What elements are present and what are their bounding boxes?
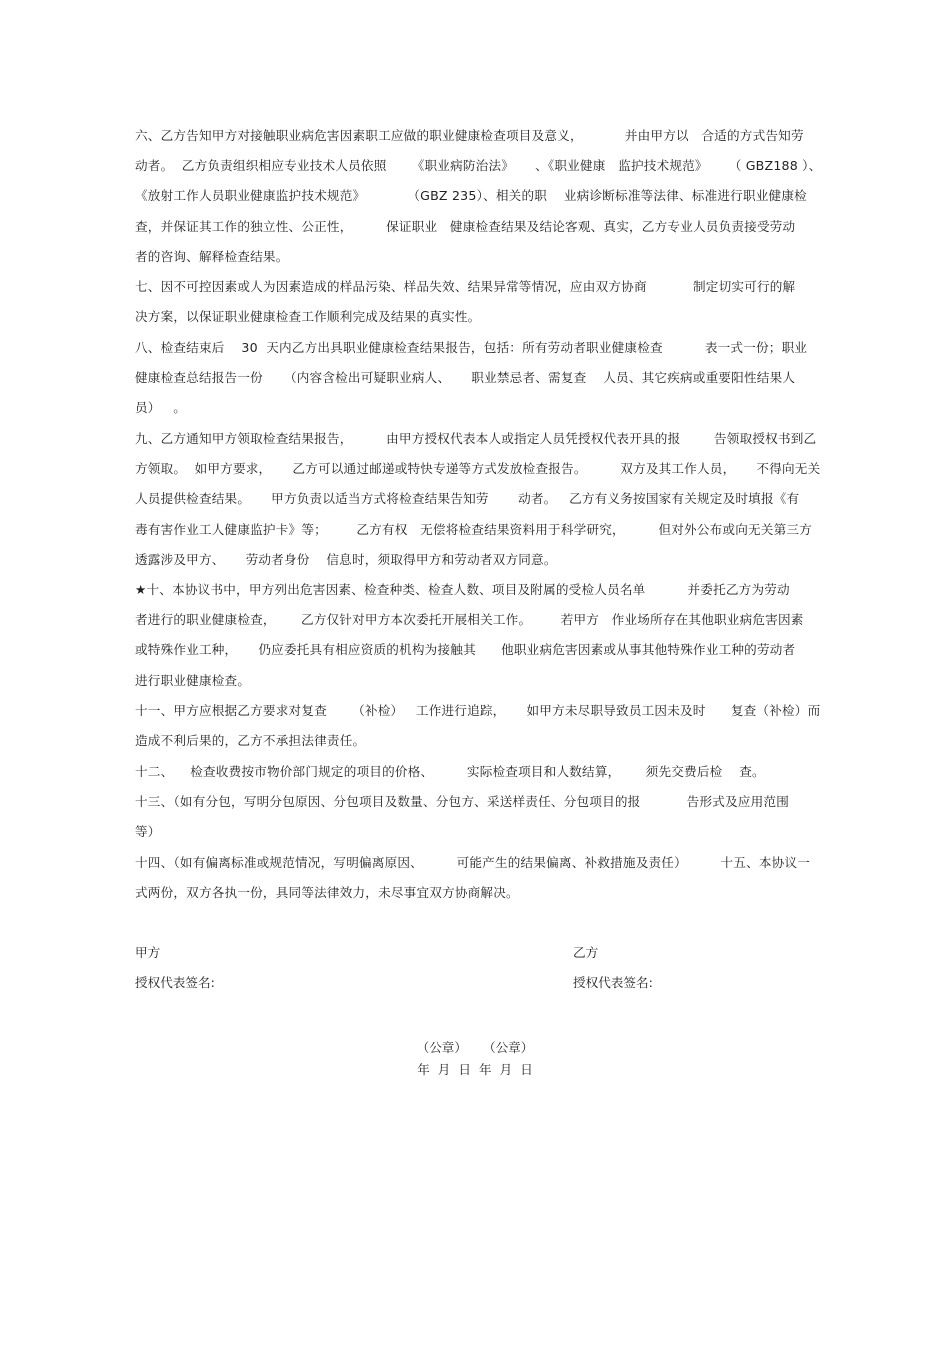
text-line: 八、检查结束后 30 天内乙方出具职业健康检查结果报告，包括：所有劳动者职业健康检查 表一式一份；职业 xyxy=(135,340,808,355)
text-line: 决方案，以保证职业健康检查工作顺利完成及结果的真实性。 xyxy=(135,309,481,325)
clause-6 xyxy=(135,121,822,272)
text-line: 等） xyxy=(135,824,161,840)
party-b-label: 乙方 xyxy=(573,945,599,960)
party-a-signature-label: 授权代表签名: xyxy=(135,975,215,990)
clause-13 xyxy=(135,787,815,847)
clause-12 xyxy=(135,757,815,787)
text-line: 七、因不可控因素或人为因素造成的样品污染、样品失效、结果异常等情况，应由双方协商 制定切实可行的解 xyxy=(135,279,796,294)
text-line: 《放射工作人员职业健康监护技术规范》 （GBZ 235）、相关的职 业病诊断标准等法律、标准进行职业健康检 xyxy=(135,188,807,204)
text-line: 十二、 检查收费按市物价部门规定的项目的价格、 实际检查项目和人数结算， 须先交费后检 查。 xyxy=(135,764,765,779)
text-line: 员） 。 xyxy=(135,400,186,416)
text-line: 十一、甲方应根据乙方要求对复查 （补检） 工作进行追踪， 如甲方未尽职导致员工因未及时 复查（补检）而 xyxy=(135,703,821,718)
text-line: 查，并保证其工作的独立性、公正性， 保证职业 健康检查结果及结论客观、真实，乙方专业人员负责接受劳动 xyxy=(135,218,796,234)
text-line: 九、乙方通知甲方领取检查结果报告， 由甲方授权代表本人或指定人员凭授权代表开具的报 告领取授权书到乙 xyxy=(135,431,817,446)
date-placeholders: 年 月 日 年 月 日 xyxy=(417,1062,533,1077)
text-line: 健康检查总结报告一份 （内容含检出可疑职业病人、 职业禁忌者、需复查 人员、其它疾病或重要阳性结果人 xyxy=(135,370,796,386)
text-line: 造成不利后果的，乙方不承担法律责任。 xyxy=(135,733,366,749)
clause-8 xyxy=(135,333,815,424)
text-line: 十三、（如有分包，写明分包原因、分包项目及数量、分包方、采送样责任、分包项目的报 告形式及应用范围 xyxy=(135,794,790,809)
text-line: 方领取。 如甲方要求， 乙方可以通过邮递或特快专递等方式发放检查报告。 双方及其工作人员， 不得向无关 xyxy=(135,461,821,477)
clause-14-15 xyxy=(135,848,815,908)
seal-placeholders: （公章） （公章） xyxy=(416,1040,534,1055)
clause-7 xyxy=(135,272,815,332)
clause-10 xyxy=(135,575,815,696)
text-line: 人员提供检查结果。 甲方负责以适当方式将检查结果告知劳 动者。 乙方有义务按国家有关规定及时填报《有 xyxy=(135,491,800,507)
party-a-label: 甲方 xyxy=(135,945,161,960)
clause-11 xyxy=(135,696,821,756)
text-line: 十四、（如有偏离标准或规范情况，写明偏离原因、 可能产生的结果偏离、补救措施及责任） 十五、本协议一 xyxy=(135,855,811,870)
text-line: 透露涉及甲方、 劳动者身份 信息时，须取得甲方和劳动者双方同意。 xyxy=(135,551,557,567)
party-b-signature-label: 授权代表签名: xyxy=(573,975,653,990)
clause-9 xyxy=(135,424,821,575)
text-line: 进行职业健康检查。 xyxy=(135,672,251,688)
text-line: 者进行的职业健康检查， 乙方仅针对甲方本次委托开展相关工作。 若甲方 作业场所存在其他职业病危害因素 xyxy=(135,612,804,628)
text-line: 或特殊作业工种， 仍应委托具有相应资质的机构为接触其 他职业病危害因素或从事其他特殊作业工种的劳动者 xyxy=(135,642,796,658)
text-line: 动者。 乙方负责组织相应专业技术人员依照 《职业病防治法》 、《职业健康 监护技术规范》 （ GBZ188 ）、 xyxy=(135,158,822,174)
text-line: 六、乙方告知甲方对接触职业病危害因素职工应做的职业健康检查项目及意义， 并由甲方以 合适的方式告知劳 xyxy=(135,128,804,143)
text-line: 式两份，双方各执一份，具同等法律效力，未尽事宜双方协商解决。 xyxy=(135,885,519,901)
text-line: ★十、本协议书中，甲方列出危害因素、检查种类、检查人数、项目及附属的受检人员名单 并委托乙方为劳动 xyxy=(135,582,790,597)
text-line: 毒有害作业工人健康监护卡》等； 乙方有权 无偿将检查结果资料用于科学研究， 但对外公布或向无关第三方 xyxy=(135,521,812,537)
text-line: 者的咨询、解释检查结果。 xyxy=(135,248,289,264)
